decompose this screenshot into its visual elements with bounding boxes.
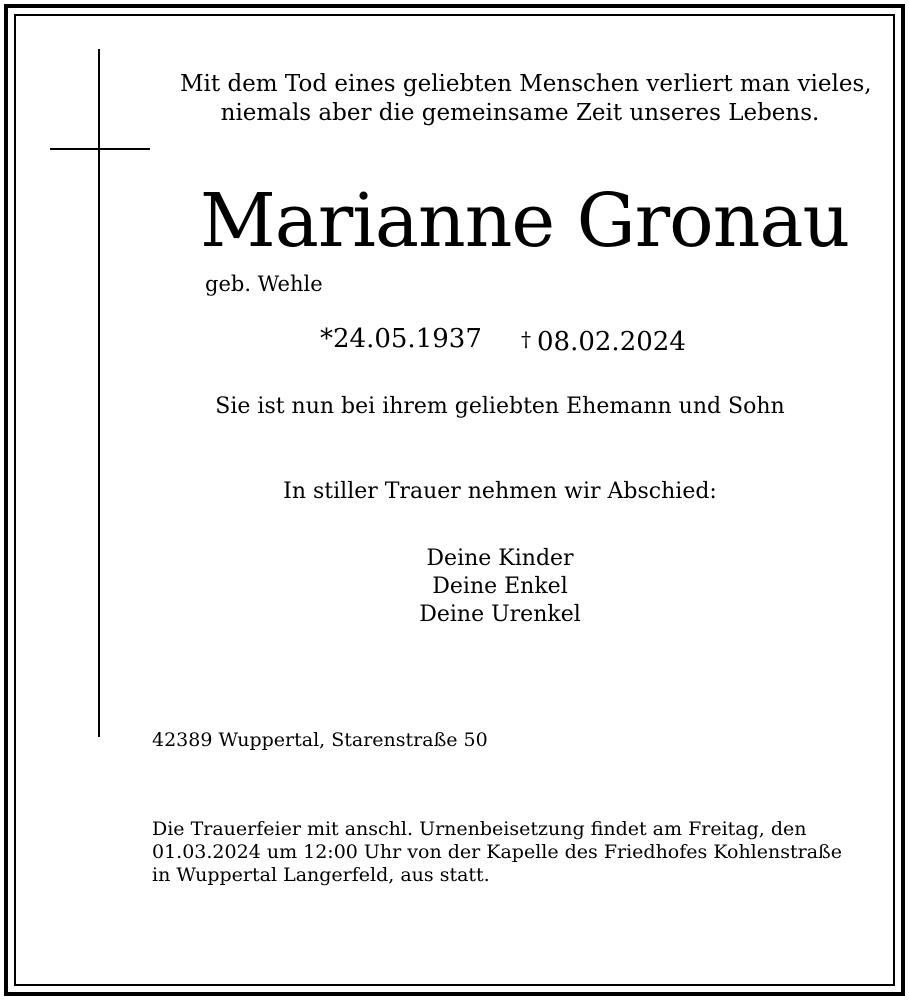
- death-date-group: [521, 323, 686, 358]
- farewell-line: In stiller Trauer nehmen wir Abschied:: [283, 479, 717, 504]
- ceremony-info: [152, 818, 842, 887]
- mourner-item: Deine Urenkel: [419, 602, 581, 627]
- death-date: 08.02.2024: [537, 327, 686, 357]
- cross-vertical-bar: [98, 49, 100, 737]
- ceremony-line-2: 01.03.2024 um 12:00 Uhr von der Kapelle des Friedhofes Kohlenstraße: [152, 841, 842, 863]
- reunion-message: Sie ist nun bei ihrem geliebten Ehemann und Sohn: [215, 394, 785, 419]
- deceased-name: Marianne Gronau: [200, 178, 850, 264]
- maiden-name: geb. Wehle: [205, 272, 323, 296]
- address: 42389 Wuppertal, Starenstraße 50: [152, 729, 488, 751]
- ceremony-line-3: in Wuppertal Langerfeld, aus statt.: [152, 864, 490, 886]
- mourners-list: [350, 545, 650, 629]
- birth-date: *24.05.1937: [320, 324, 482, 354]
- motto-line-2: niemals aber die gemeinsame Zeit unseres Lebens.: [220, 100, 820, 126]
- cross-horizontal-bar: [50, 148, 150, 150]
- motto: [180, 70, 872, 128]
- motto-line-1: Mit dem Tod eines geliebten Menschen verliert man vieles,: [180, 71, 872, 97]
- ceremony-line-1: Die Trauerfeier mit anschl. Urnenbeisetzung findet am Freitag, den: [152, 818, 807, 840]
- mourner-item: Deine Enkel: [432, 574, 568, 599]
- dagger-icon: †: [521, 327, 531, 351]
- mourner-item: Deine Kinder: [426, 546, 574, 571]
